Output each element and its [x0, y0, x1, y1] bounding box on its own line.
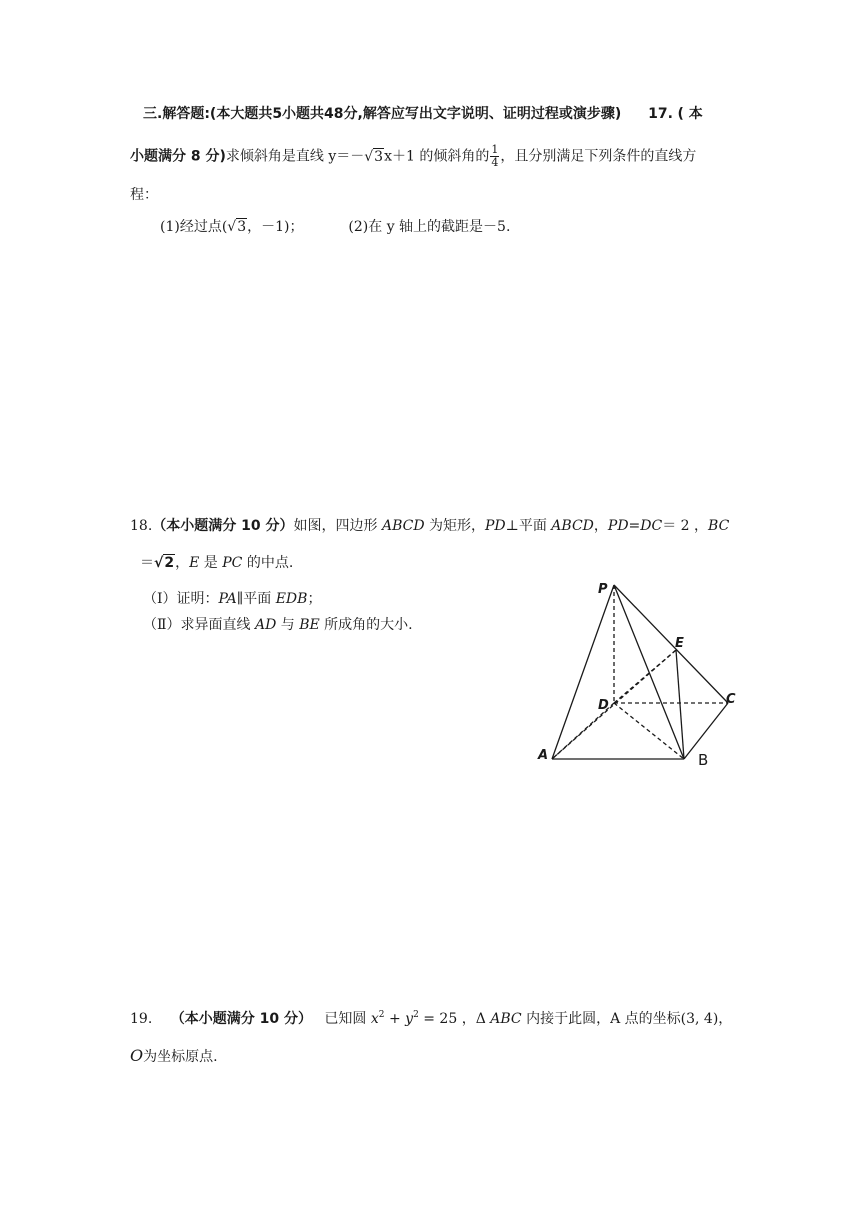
q17-part1-a: (1)经过点( — [160, 219, 228, 235]
q19-line-2 — [130, 1045, 730, 1068]
q17-text-c: ，且分别满足下列条件的直线方 — [500, 148, 697, 165]
q18-line2-a: ， — [175, 555, 190, 571]
q18-pd: PD — [485, 518, 506, 534]
q18-line-1 — [130, 515, 730, 537]
q18-text-c: ⊥平面 — [505, 518, 552, 534]
q18-score: （本小题满分 10 分） — [152, 518, 294, 534]
q19-abc: ABC — [490, 1011, 522, 1027]
q18-part1-b: ∥平面 — [236, 591, 276, 607]
q18-text-b: 为矩形， — [424, 518, 486, 534]
q19-exp-y: 2 — [413, 1010, 419, 1020]
q19-eq: = 25 ， — [418, 1011, 476, 1027]
edge-db — [614, 703, 684, 759]
q19-x: x — [370, 1011, 379, 1027]
q18-line-2 — [140, 552, 740, 574]
q17-score-open: ( 本 — [677, 106, 703, 122]
q19-triangle: Δ — [475, 1011, 491, 1027]
q18-edb: EDB — [275, 591, 308, 607]
q18-be: BE — [299, 617, 320, 633]
edge-pb — [614, 585, 684, 759]
section-heading-line — [143, 103, 743, 125]
pyramid-figure — [530, 575, 750, 775]
q19-y: y — [405, 1011, 414, 1027]
label-a: A — [538, 748, 549, 763]
q17-line-2 — [130, 184, 730, 206]
q19-exp-x: 2 — [378, 1010, 385, 1020]
q17-text-d: 程： — [130, 187, 158, 203]
q17-parts-line — [160, 216, 760, 238]
q18-text-a: 如图，四边形 — [293, 518, 382, 534]
section-heading: 三.解答题:(本大题共5小题共48分,解答应写出文字说明、证明过程或演步骤) — [143, 106, 622, 122]
q18-sqrt: √2 — [154, 555, 175, 571]
q18-text-e: ＝ 2 ， — [662, 518, 709, 534]
label-b: B — [698, 751, 709, 769]
q18-line2-c: 的中点. — [242, 555, 294, 571]
q19-text-c: 为坐标原点. — [143, 1049, 218, 1065]
q18-text-d: ， — [593, 518, 608, 534]
q18-part2-c: 所成角的大小. — [319, 617, 413, 633]
q18-part2-a: （Ⅱ）求异面直线 — [143, 617, 255, 633]
q17-line-1 — [130, 144, 730, 169]
q17-part2: (2)在 y 轴上的截距是－5. — [348, 219, 511, 235]
label-e: E — [675, 636, 684, 651]
q18-part1-c: ； — [307, 591, 322, 607]
q17-part1-b: ，－1)； — [247, 219, 304, 235]
q17-score-close: 小题满分 8 分) — [130, 148, 226, 165]
label-d: D — [598, 698, 609, 713]
q17-number: 17. — [648, 106, 673, 122]
q17-fraction: $\frac{1}{4}$ — [491, 143, 499, 169]
q17-sqrt: √3 — [364, 148, 384, 165]
q18-e: E — [189, 555, 200, 571]
q19-text-a: 已知圆 — [324, 1011, 371, 1027]
q18-abcd-2: ABCD — [551, 518, 594, 534]
q19-o: O — [130, 1046, 144, 1065]
q18-part1-a: （Ⅰ）证明： — [143, 591, 219, 607]
q17-part1-sqrt: √3 — [227, 219, 247, 235]
q17-text-b: x＋1 的倾斜角的 — [384, 148, 490, 165]
q18-pa: PA — [218, 591, 237, 607]
edge-pa — [552, 585, 614, 759]
q18-ad: AD — [254, 617, 277, 633]
q18-line2-b: 是 — [199, 555, 223, 571]
edge-ae — [552, 650, 676, 759]
q19-number: 19. — [130, 1011, 153, 1027]
edge-de — [614, 650, 676, 703]
q19-text-b: 内接于此圆，A 点的坐标(3, 4)， — [521, 1011, 733, 1027]
label-c: C — [726, 692, 736, 707]
q18-pd-dc: PD=DC — [607, 518, 663, 534]
q19-score: （本小题满分 10 分） — [170, 1011, 312, 1027]
q18-pc: PC — [222, 555, 243, 571]
q18-number: 18. — [130, 518, 153, 534]
q18-eq: ＝ — [140, 555, 154, 571]
q17-text-a: 求倾斜角是直线 y＝－ — [225, 148, 365, 165]
edge-pc — [614, 585, 728, 703]
q18-abcd-1: ABCD — [381, 518, 425, 534]
q19-line-1: 19. （本小题满分 10 分） 已知圆 $x^2 + y^2 = 25$ ，Δ ABC 内接于此圆，A 点的坐标(3, 4)， — [130, 1010, 733, 1027]
q18-part2-b: 与 — [276, 617, 300, 633]
q18-bc: BC — [708, 518, 730, 534]
label-p: P — [598, 582, 608, 597]
